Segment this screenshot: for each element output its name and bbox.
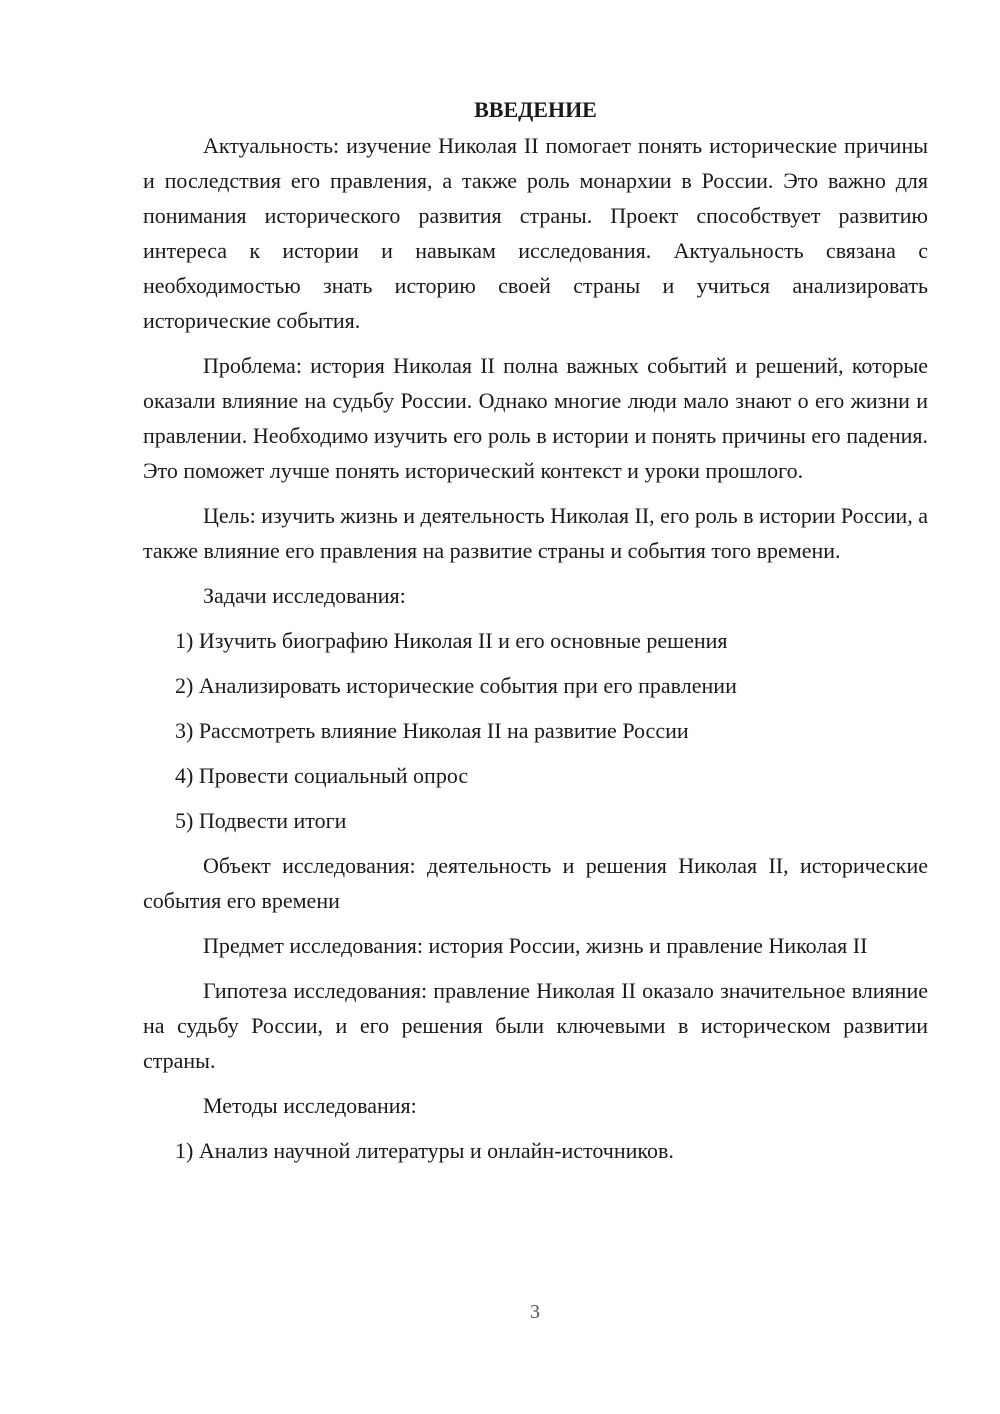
task-item: 5) Подвести итоги — [175, 808, 347, 833]
methods-list — [143, 1133, 928, 1168]
task-item: 4) Провести социальный опрос — [175, 763, 469, 788]
section-title: ВВЕДЕНИЕ — [474, 97, 597, 122]
document-page — [143, 92, 928, 1178]
hypothesis-paragraph: Гипотеза исследования: правление Николая II оказало значительное влияние на судьбу России, и его решения были ключевыми в историческом развитии страны. — [143, 978, 928, 1073]
task-item: 1) Изучить биографию Николая II и его основные решения — [175, 628, 728, 653]
methods-label: Методы исследования: — [203, 1093, 417, 1118]
page-number: 3 — [530, 1301, 540, 1323]
task-item: 2) Анализировать исторические события при его правлении — [175, 673, 737, 698]
problem-paragraph: Проблема: история Николая II полна важных событий и решений, которые оказали влияние на судьбу России. Однако многие люди мало знают о его жизни и правлении. Необходимо изучить его роль в истории и понять причины его падения. Это поможет лучше понять исторический контекст и уроки прошлого. — [143, 353, 928, 483]
relevance-paragraph: Актуальность: изучение Николая II помогает понять исторические причины и последствия его правления, а также роль монархии в России. Это важно для понимания исторического развития страны. Проект способствует развитию интереса к истории и навыкам исследования. Актуальность связана с необходимостью знать историю своей страны и учиться анализировать исторические события. — [143, 133, 928, 333]
subject-paragraph: Предмет исследования: история России, жизнь и правление Николая II — [203, 933, 868, 958]
object-paragraph: Объект исследования: деятельность и решения Николая II, исторические события его времени — [143, 853, 928, 913]
tasks-list — [143, 623, 928, 838]
task-item: 3) Рассмотреть влияние Николая II на развитие России — [175, 718, 689, 743]
tasks-label: Задачи исследования: — [203, 583, 406, 608]
goal-paragraph: Цель: изучить жизнь и деятельность Николая II, его роль в истории России, а также влияние его правления на развитие страны и события того времени. — [143, 503, 929, 563]
method-item: 1) Анализ научной литературы и онлайн-источников. — [175, 1138, 674, 1163]
